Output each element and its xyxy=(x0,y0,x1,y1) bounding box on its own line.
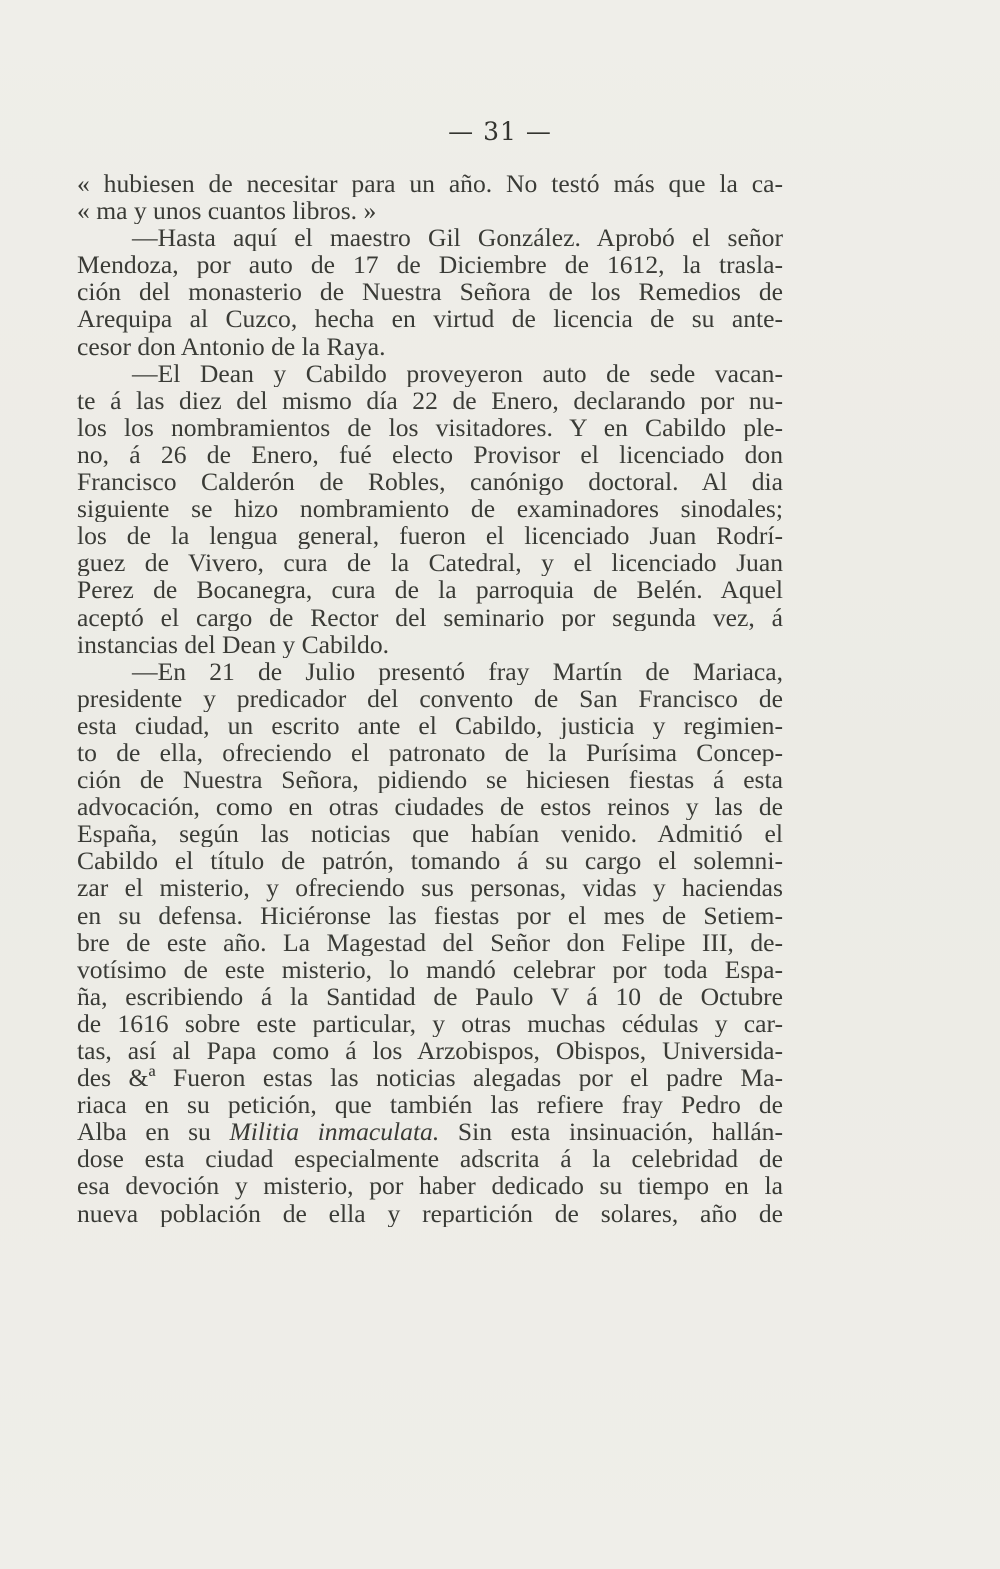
text-line: zar el misterio, y ofreciendo sus personas, vidas y haciendas xyxy=(77,874,783,902)
text-line: ción de Nuestra Señora, pidiendo se hiciesen fiestas á esta xyxy=(77,766,783,794)
text-line: aceptó el cargo de Rector del seminario por segunda vez, á xyxy=(77,603,783,631)
text-line: riaca en su petición, que también las refiere fray Pedro de xyxy=(77,1091,783,1119)
text-line: Arequipa al Cuzco, hecha en virtud de licencia de su ante- xyxy=(77,305,783,333)
text-line: nueva población de ella y repartición de solares, año de xyxy=(77,1199,783,1227)
text-line: to de ella, ofreciendo el patronato de la Purísima Concep- xyxy=(77,738,783,767)
book-title-italic: Militia inmaculata. xyxy=(229,1118,440,1146)
text-line: ción del monasterio de Nuestra Señora de los Remedios de xyxy=(77,278,783,306)
body-text xyxy=(77,170,783,1227)
text-line: instancias del Dean y Cabildo. xyxy=(77,630,390,658)
page-number: — 31 — xyxy=(448,117,552,146)
text-line: España, según las noticias que habían venido. Admitió el xyxy=(77,820,783,848)
text-line: los los nombramientos de los visitadores. Y en Cabildo ple- xyxy=(77,413,783,441)
text-line: —En 21 de Julio presentó fray Martín de Mariaca, xyxy=(132,657,783,685)
text-line: los de la lengua general, fueron el licenciado Juan Rodrí- xyxy=(77,522,783,550)
text-line: Perez de Bocanegra, cura de la parroquia de Belén. Aquel xyxy=(77,576,783,604)
text-line: esta ciudad, un escrito ante el Cabildo, justicia y regimien- xyxy=(77,711,783,739)
text-line: Francisco Calderón de Robles, canónigo doctoral. Al dia xyxy=(77,468,783,496)
text-line: dose esta ciudad especialmente adscrita á la celebridad de xyxy=(77,1145,783,1173)
text-line: bre de este año. La Magestad del Señor don Felipe III, de- xyxy=(77,928,783,956)
text-line: esa devoción y misterio, por haber dedicado su tiempo en la xyxy=(77,1172,783,1200)
text-line: cesor don Antonio de la Raya. xyxy=(77,332,386,360)
text-line: Mendoza, por auto de 17 de Diciembre de 1612, la trasla- xyxy=(77,251,783,279)
text-line: —El Dean y Cabildo proveyeron auto de sede vacan- xyxy=(132,359,783,387)
text-segment: Sin esta insinuación, hallán- xyxy=(439,1118,783,1146)
text-segment: Alba en su xyxy=(77,1118,230,1146)
text-line: te á las diez del mismo día 22 de Enero, declarando por nu- xyxy=(77,386,783,414)
text-line: —Hasta aquí el maestro Gil González. Aprobó el señor xyxy=(132,224,783,252)
text-line: en su defensa. Hiciéronse las fiestas por el mes de Setiem- xyxy=(77,901,783,929)
text-line: ña, escribiendo á la Santidad de Paulo V á 10 de Octubre xyxy=(77,982,783,1010)
text-line: « ma y unos cuantos libros. » xyxy=(77,197,377,225)
text-line: des &ª Fueron estas las noticias alegadas por el padre Ma- xyxy=(77,1064,783,1092)
text-line: votísimo de este misterio, lo mandó celebrar por toda Espa- xyxy=(77,955,783,983)
text-line: no, á 26 de Enero, fué electo Provisor el licenciado don xyxy=(77,440,783,469)
text-line: presidente y predicador del convento de San Francisco de xyxy=(77,684,783,712)
text-line: Cabildo el título de patrón, tomando á su cargo el solemni- xyxy=(77,847,783,875)
text-line: « hubiesen de necesitar para un año. No testó más que la ca- xyxy=(77,170,783,198)
text-line: advocación, como en otras ciudades de estos reinos y las de xyxy=(77,793,783,821)
text-line: de 1616 sobre este particular, y otras muchas cédulas y car- xyxy=(77,1009,783,1037)
text-line: siguiente se hizo nombramiento de examinadores sinodales; xyxy=(77,495,783,523)
text-line xyxy=(77,1118,783,1145)
text-line: tas, así al Papa como á los Arzobispos, Obispos, Universida- xyxy=(77,1037,783,1065)
text-line: guez de Vivero, cura de la Catedral, y el licenciado Juan xyxy=(77,549,783,577)
